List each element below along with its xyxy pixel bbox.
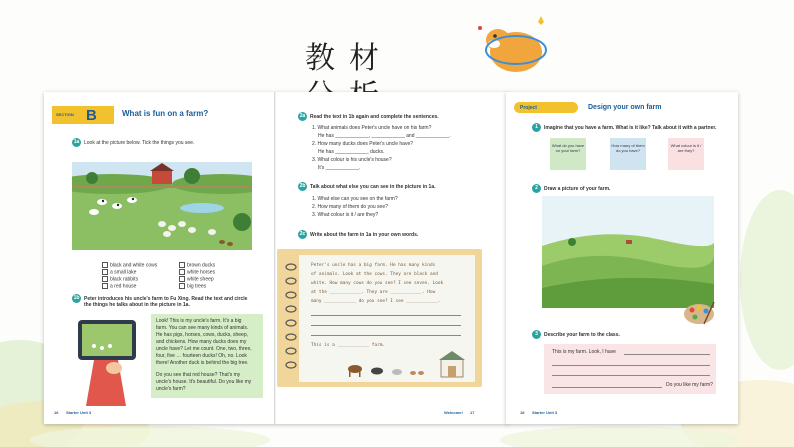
checklist-item[interactable]: brown ducks [179, 262, 215, 268]
question-number-2b: 2b [299, 183, 306, 189]
question-number-1b: 1b [73, 295, 80, 301]
checklist-item[interactable]: a small lake [102, 269, 136, 275]
writing-line [624, 354, 710, 355]
question-1b-text: the things he talks about in the picture in 1a. [84, 302, 190, 308]
question-1a-text: Look at the picture below. Tick the things you see. [84, 140, 195, 146]
dog-mascot-icon [468, 12, 558, 82]
slide-title: 教材 [305, 41, 393, 76]
story-text-box [151, 314, 263, 398]
q2b-item: 3. What colour is it / are they? [312, 212, 379, 218]
note-line: Peter's uncle has a big farm. He has many kinds [311, 263, 436, 268]
story-line: uncle have? Let me count. One, two, three, [156, 346, 252, 352]
story-line: and chickens. How many ducks does my [156, 339, 247, 345]
section-title: What is fun on a farm? [122, 109, 209, 118]
paint-palette-icon [682, 300, 716, 326]
note-line: This is a ____________ farm. [311, 343, 386, 348]
step-number-1: 1 [532, 123, 541, 132]
sticky-note: How many of them do you have? [610, 138, 646, 170]
section-label: SECTION [56, 112, 74, 117]
boy-with-tablet-illustration [74, 316, 146, 406]
story-line: there! Another duck is behind the big tree. [156, 360, 249, 366]
note-line: many ____________ do you see? I see ____________. [311, 299, 441, 304]
project-tag [514, 102, 578, 113]
section-badge [52, 106, 114, 124]
note-line: of animals. Look at the cows. They are black and [311, 272, 438, 277]
story-line: Look! This is my uncle's farm. It's a big [156, 318, 242, 324]
writing-line [311, 325, 461, 326]
q2a-item: It's ____________. [318, 165, 361, 171]
writing-line [552, 365, 710, 366]
story-line: uncle's house. It's beautiful. Do you like my [156, 379, 252, 385]
page-number-left: 16 [54, 410, 59, 415]
checklist-item[interactable]: white sheep [179, 276, 214, 282]
writing-line [311, 315, 461, 316]
step-number-3: 3 [532, 330, 541, 339]
question-number-1a: 1a [73, 139, 80, 145]
q2a-item: 2. How many ducks does Peter's uncle have? [312, 141, 414, 147]
question-2b-text: Talk about what else you can see in the picture in 1a. [310, 184, 436, 190]
page-number-right: 18 [520, 410, 525, 415]
page-footer-left: Starter Unit 3 [66, 410, 92, 415]
textbook-spread [44, 92, 508, 424]
project-title: Design your own farm [588, 104, 662, 111]
story-line: He has pigs, horses, cows, ducks, sheep, [156, 332, 248, 338]
q2b-item: 1. What else can you see on the farm? [312, 196, 398, 202]
checklist-item[interactable]: big trees [179, 283, 206, 289]
writing-line [552, 375, 710, 376]
checklist-item[interactable]: black and white cows [102, 262, 157, 268]
sticky-note: What do you have on your farm? [550, 138, 586, 170]
step-number-2: 2 [532, 184, 541, 193]
step-3-text: Describe your farm to the class. [544, 332, 620, 338]
green-hills-illustration [542, 196, 714, 308]
notebook-page[interactable] [299, 255, 475, 382]
checklist-item[interactable]: a red house [102, 283, 136, 289]
section-letter: B [86, 107, 97, 124]
story-line: four, five … fourteen ducks! Oh, no. Look [156, 353, 247, 359]
note-line: white. How many cows do you see? I see seven. Look [311, 281, 444, 286]
sticky-note: What colour is it / are they? [668, 138, 704, 170]
question-number-2c: 2c [299, 231, 306, 237]
q2a-item: He has ____________, ____________ and ____________. [318, 133, 451, 139]
q2a-item: 3. What colour is his uncle's house? [312, 157, 392, 163]
q2a-item: He has ____________ ducks. [318, 149, 385, 155]
checklist-item[interactable]: black rabbits [102, 276, 138, 282]
story-line: Do you see that red house? That's my [156, 372, 241, 378]
description-box[interactable] [544, 344, 716, 394]
project-label: Project [520, 105, 537, 111]
note-line: at the ____________. They are ____________. How [311, 290, 436, 295]
book-spine [274, 92, 276, 424]
question-2a-text: Read the text in 1b again and complete the sentences. [310, 114, 439, 120]
story-line: farm. You can see many kinds of animals. [156, 325, 249, 331]
page-number-middle: 17 [470, 410, 475, 415]
page-footer-right: Starter Unit 3 [532, 410, 558, 415]
writing-line [311, 335, 461, 336]
page-footer-middle: Welcome! [444, 410, 463, 415]
description-end: Do you like my farm? [666, 382, 713, 388]
story-line: uncle's farm? [156, 386, 186, 392]
checklist-item[interactable]: white horses [179, 269, 215, 275]
q2b-item: 2. How many of them do you see? [312, 204, 388, 210]
step-1-text: Imagine that you have a farm. What is it like? Talk about it with a partner. [544, 125, 717, 131]
step-2-text: Draw a picture of your farm. [544, 186, 611, 192]
project-page [506, 92, 738, 424]
notebook-writing-area [277, 249, 482, 387]
notebook-rings [281, 255, 297, 382]
description-start: This is my farm. Look, I have [552, 349, 616, 355]
farm-illustration [72, 162, 252, 250]
writing-line [552, 387, 662, 388]
farm-animals-illustration [343, 351, 471, 379]
question-2c-text: Write about the farm in 1a in your own words. [310, 232, 419, 238]
q2a-item: 1. What animals does Peter's uncle have on his farm? [312, 125, 432, 131]
question-number-2a: 2a [299, 113, 306, 119]
question-1b-text: Peter introduces his uncle's farm to Fu Xing. Read the text and circle [84, 296, 248, 302]
